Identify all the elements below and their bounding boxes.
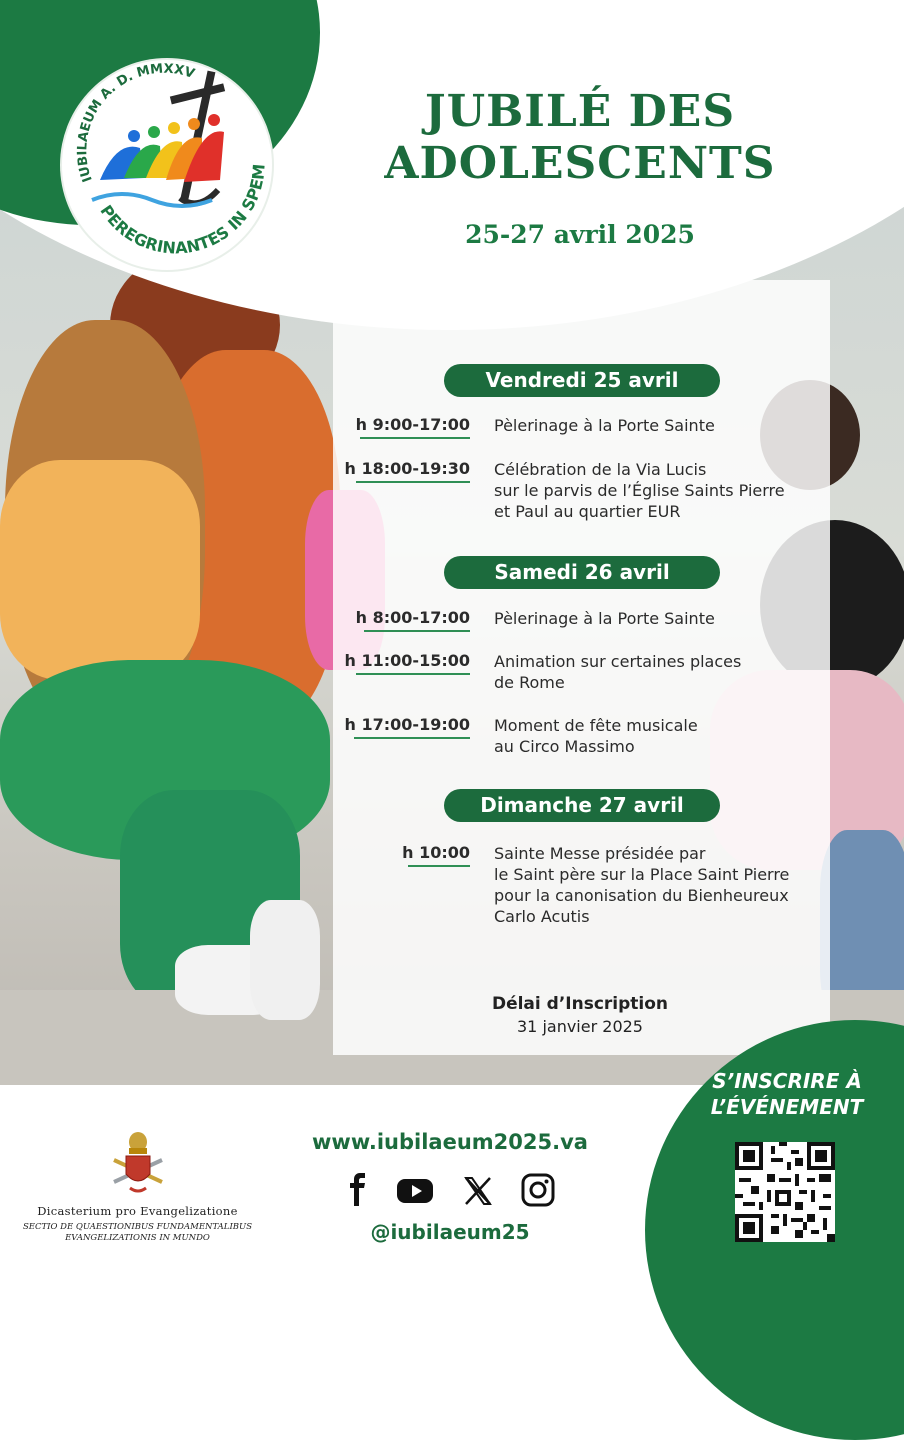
day-header-sunday: Dimanche 27 avril [444, 789, 720, 822]
registration-deadline [460, 994, 700, 1036]
event-time: h 17:00-19:00 [300, 715, 470, 739]
day-header-friday: Vendredi 25 avril [444, 364, 720, 397]
event-time: h 10:00 [300, 843, 470, 867]
deadline-date: 31 janvier 2025 [517, 1017, 643, 1036]
dicasterium-section: SECTIO DE QUAESTIONIBUS FUNDAMENTALIBUS EVANGELIZATIONIS IN MUNDO [22, 1222, 253, 1243]
youtube-icon[interactable] [396, 1172, 432, 1208]
person-shirt-yellow [0, 460, 200, 680]
title-line-2: ADOLESCENTS [384, 138, 776, 189]
deadline-label: Délai d’Inscription [491, 994, 669, 1014]
pilgrims-figures-icon [92, 114, 224, 206]
event-description: Pèlerinage à la Porte Sainte [494, 609, 715, 628]
facebook-icon[interactable] [340, 1172, 376, 1208]
event-description: Pèlerinage à la Porte Sainte [494, 416, 715, 435]
page-title [330, 86, 830, 190]
qr-code[interactable] [735, 1142, 835, 1242]
event-dates: 25-27 avril 2025 [465, 220, 695, 249]
day-header-saturday: Samedi 26 avril [444, 556, 720, 589]
social-icons [340, 1172, 560, 1212]
register-cta-text[interactable]: S’INSCRIRE À L’ÉVÉNEMENT [710, 1069, 864, 1119]
dicasterium-logo [20, 1130, 255, 1244]
instagram-icon[interactable] [520, 1172, 556, 1208]
event-description: Célébration de la Via Lucis sur le parvis de l’Église Saints Pierre et Paul au quartier EUR [494, 460, 785, 521]
event-time: h 8:00-17:00 [300, 608, 470, 632]
website-link[interactable]: www.iubilaeum2025.va [312, 1130, 588, 1154]
qr-code-graphic [735, 1142, 835, 1242]
sneaker-right [250, 900, 320, 1020]
jubilee-logo-graphic [62, 60, 272, 270]
jubilee-logo [62, 60, 272, 270]
title-line-1: JUBILÉ DES [424, 86, 736, 137]
social-handle[interactable]: @iubilaeum25 [370, 1220, 530, 1244]
logo-arc-bottom-text: PEREGRINANTES IN SPEM [96, 163, 269, 258]
papal-coat-of-arms-icon [108, 1130, 168, 1196]
event-time: h 9:00-17:00 [300, 415, 470, 439]
x-icon[interactable] [460, 1172, 496, 1208]
event-description: Moment de fête musicale au Circo Massimo [494, 716, 698, 756]
event-time: h 11:00-15:00 [300, 651, 470, 675]
dicasterium-name: Dicasterium pro Evangelizatione [37, 1204, 238, 1218]
event-time: h 18:00-19:30 [300, 459, 470, 483]
event-description: Animation sur certaines places de Rome [494, 652, 742, 692]
logo-arc-top-text: IUBILAEUM A. D. MMXXV [75, 61, 197, 184]
event-description: Sainte Messe présidée par le Saint père sur la Place Saint Pierre pour la canonisation du Bienheureux Carlo Acutis [494, 844, 790, 926]
